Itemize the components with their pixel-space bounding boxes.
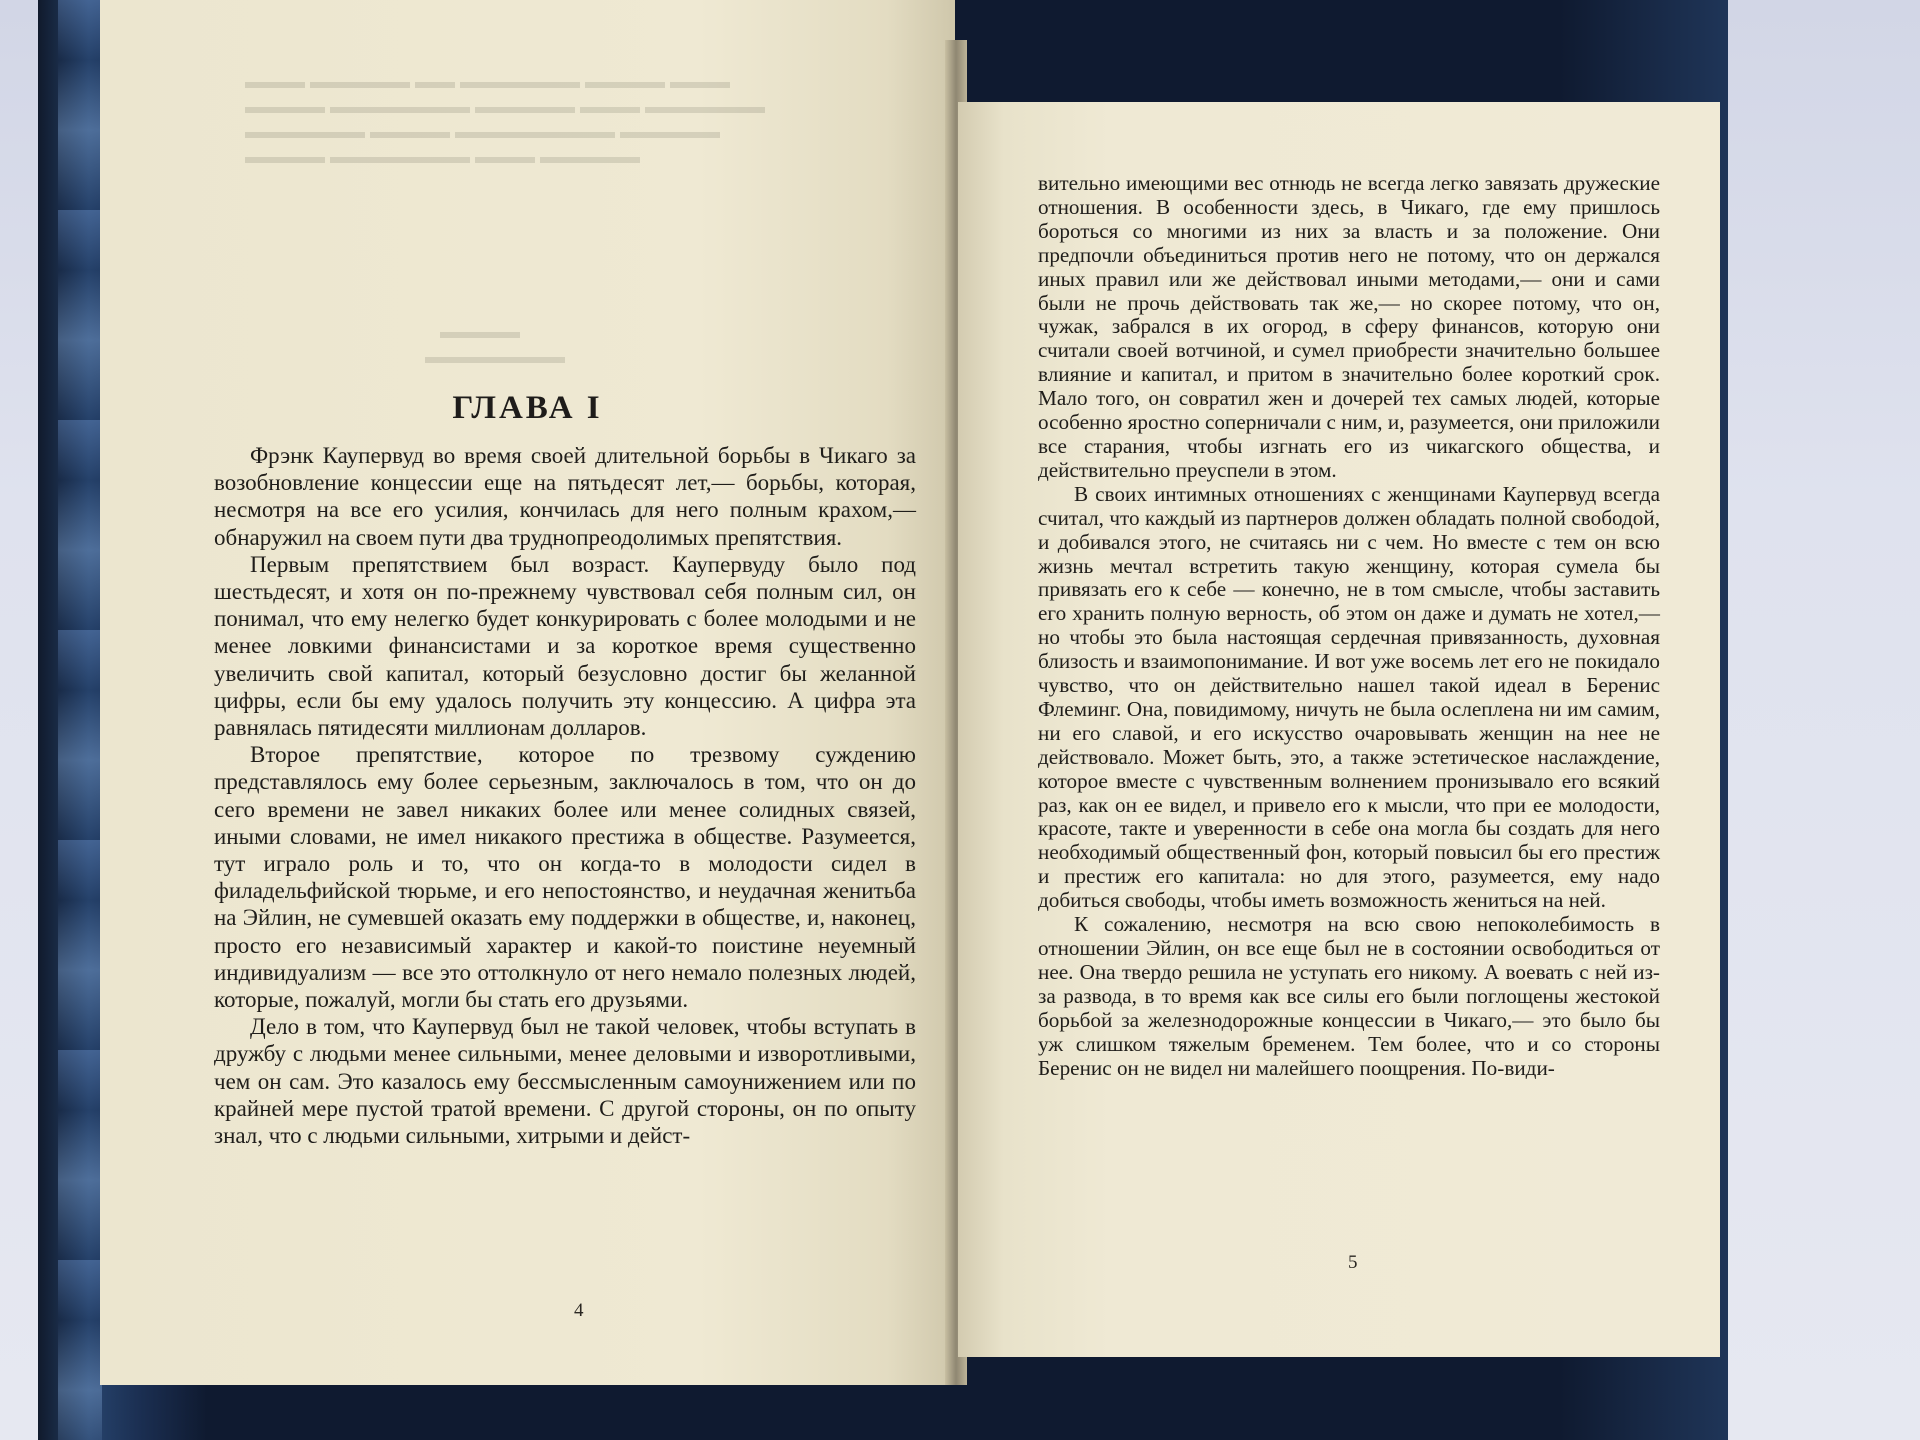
paragraph: вительно имеющими вес отнюдь не всегда легко завязать дружеские отношения. В особенности здесь, в Чикаго, где ему пришлось бороться со многими из них за власть и за положение. Они предпочли объединиться против него не потому, что он держался иных правил или же действовал иными методами,— они и сами были не прочь действовать так же,— но скорее потому, что он, чужак, забрался в их огород, в сферу финансов, которую они считали своей вотчиной, и сумел приобрести значительно большее влияние и капитал, и притом в значительно более короткий срок. Мало того, он совратил жен и дочерей тех самых людей, которые особенно яростно соперничали с ним, и, разумеется, они приложили все старания, чтобы изгнать его из чикагского общества, и действительно преуспели в этом. xyxy=(1038,171,1660,482)
paragraph: К сожалению, несмотря на всю свою непоколебимость в отношении Эйлин, он все еще был не в состоянии освободиться от нее. Она твердо решила не уступать его никому. А воевать с ней из-за развода, в то время как все силы его были поглощены жестокой борьбой за железнодорожные концессии в Чикаго,— это было бы уж слишком тяжелым бременем. Тем более, что и со стороны Беренис он не видел ни малейшего поощрения. По-види- xyxy=(1038,912,1660,1080)
chapter-title: ГЛАВА I xyxy=(452,390,603,426)
right-page-text xyxy=(1038,172,1660,1080)
paragraph: Второе препятствие, которое по трезвому суждению представлялось ему более серьезным, заключалось в том, что он до сего времени не завел никаких более или менее солидных связей, иными словами, не имел никакого престижа в обществе. Разумеется, тут играло роль и то, что он когда-то в молодости сидел в филадельфийской тюрьме, и его непостоянство, и неудачная женитьба на Эйлин, не сумевшей оказать ему поддержки в обществе, и, наконец, просто его независимый характер и какой-то поистине неуемный индивидуализм — все это оттолкнуло от него немало полезных людей, которые, пожалуй, могли бы стать его друзьями. xyxy=(214,742,916,1013)
page-number-right: 5 xyxy=(1348,1252,1358,1273)
left-page-text xyxy=(214,442,916,1149)
paragraph: В своих интимных отношениях с женщинами Каупервуд всегда считал, что каждый из партнеров должен обладать полной свободой, и добивался этого, не считаясь ни с чем. Но вместе с тем он всю жизнь мечтал встретить такую женщину, которая сумела бы привязать его к себе — конечно, не в том смысле, чтобы заставить его хранить полную верность, об этом он даже и думать не хотел,— но чтобы это была настоящая сердечная привязанность, духовная близость и взаимопонимание. И вот уже восемь лет его не покидало чувство, что он действительно нашел такой идеал в Беренис Флеминг. Она, повидимому, ничуть не была ослеплена ни им самим, ни его славой, и его искусство очаровывать женщин на нее не действовало. Может быть, это, а также эстетическое наслаждение, которое вместе с чувственным волнением пронизывало его всякий раз, как он ее видел, и привело его к мысли, что при ее молодости, красоте, такте и уверенности в себе она могла бы создать для него необходимый общественный фон, который повысил бы его престиж и престиж его капитала: но для этого, разумеется, ему надо добиться свободы, чтобы иметь возможность жениться на ней. xyxy=(1038,481,1660,913)
paragraph: Фрэнк Каупервуд во время своей длительной борьбы в Чикаго за возобновление концессии еще на пятьдесят лет,— борьбы, которая, несмотря на все его усилия, кончилась для него полным крахом,— обнаружил на своем пути два труднопреодолимых препятствия. xyxy=(214,443,916,550)
show-through-text: ▬▬▬ ▬▬▬▬▬ ▬▬ ▬▬▬▬▬▬ ▬▬▬▬ ▬▬▬ ▬▬▬▬ ▬▬▬▬▬▬▬ ▬▬▬▬▬ ▬▬▬ ▬▬▬▬▬▬ ▬▬▬▬▬▬ ▬▬▬▬ ▬▬▬▬▬▬▬▬ ▬▬▬▬▬ ▬▬▬▬ ▬▬▬▬▬▬▬ ▬▬▬ ▬▬▬▬▬ ▬▬▬▬ ▬▬▬▬▬▬▬ xyxy=(245,71,765,368)
paragraph: Дело в том, что Каупервуд был не такой человек, чтобы вступать в дружбу с людьми менее сильными, менее деловыми и изворотливыми, чем он сам. Это казалось ему бессмысленным самоунижением или по крайней мере пустой тратой времени. С другой стороны, он по опыту знал, что с людьми сильными, хитрыми и дейст- xyxy=(214,1014,916,1149)
cover-reflection xyxy=(58,0,102,1440)
paragraph: Первым препятствием был возраст. Каупервуду было под шестьдесят, и хотя он по-прежнему чувствовал себя полным сил, он понимал, что ему нелегко будет конкурировать с более молодыми и не менее ловкими финансистами и за короткое время существенно увеличить свой капитал, который безусловно достиг бы желанной цифры, если бы ему удалось получить эту концессию. А цифра эта равнялась пятидесяти миллионам долларов. xyxy=(214,551,916,741)
page-number-left: 4 xyxy=(574,1300,584,1321)
